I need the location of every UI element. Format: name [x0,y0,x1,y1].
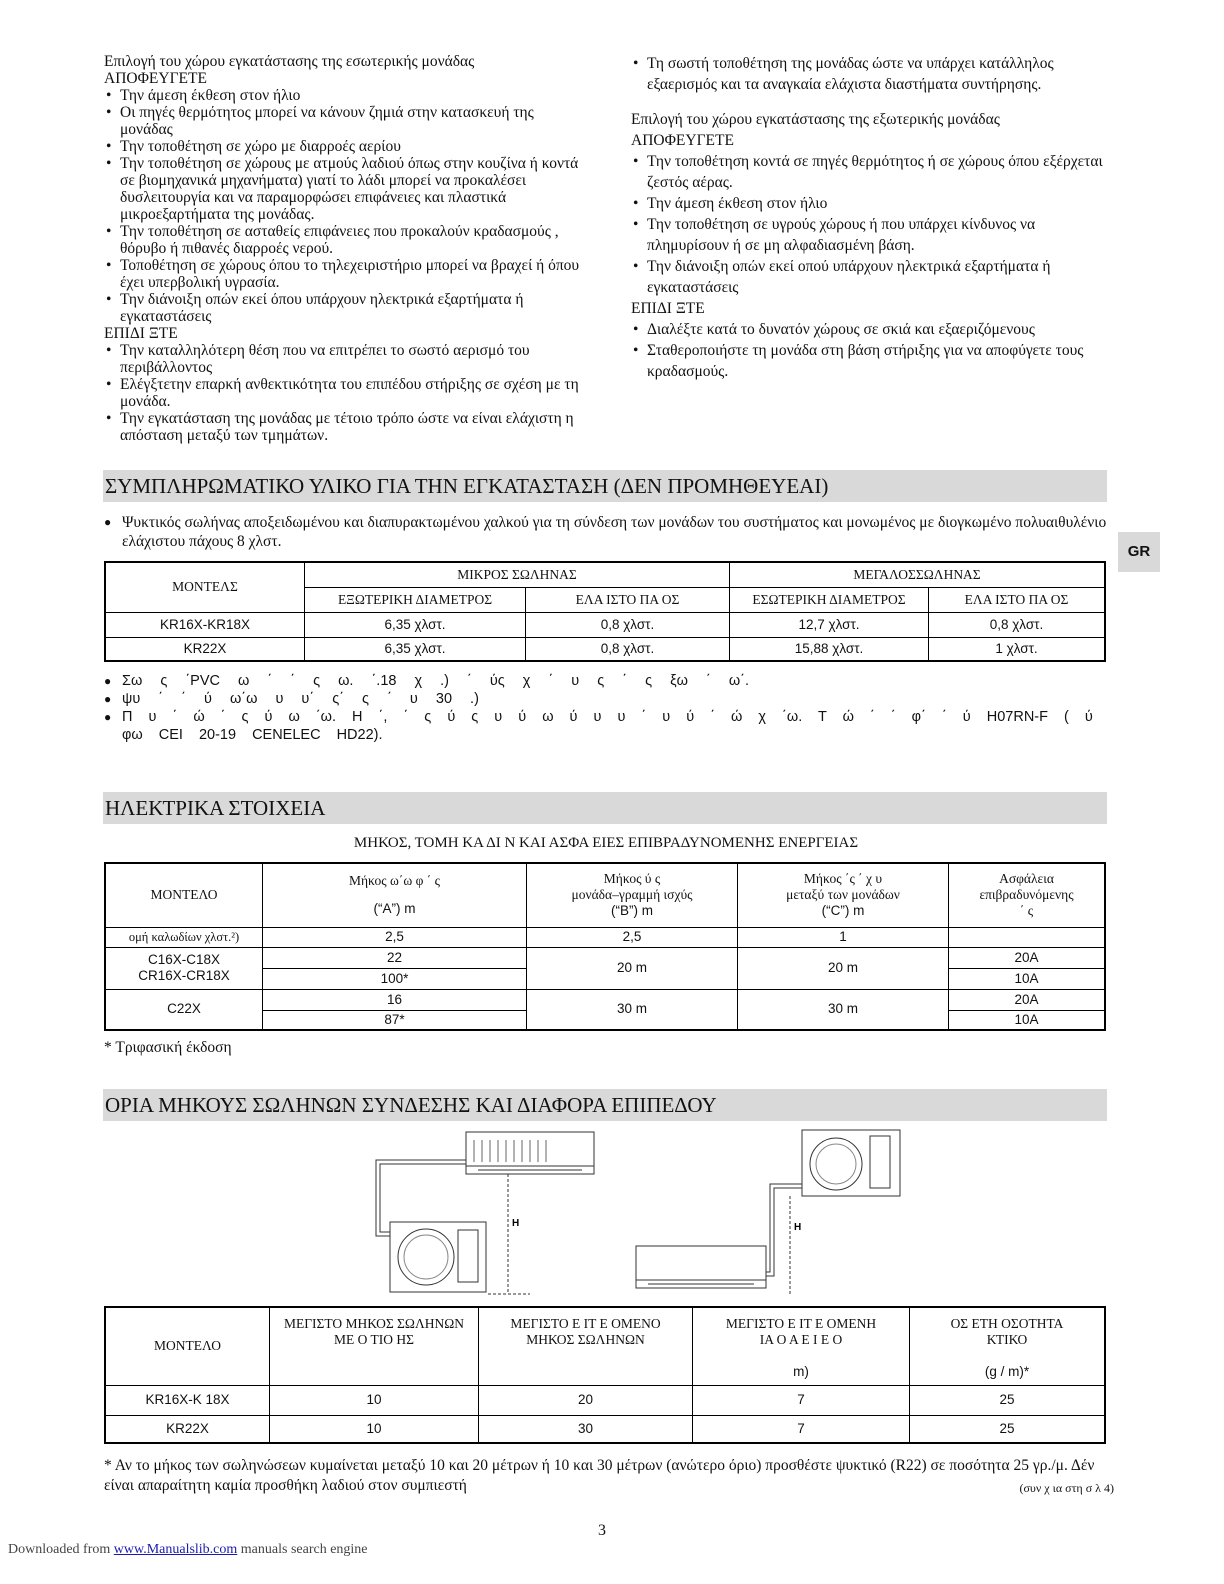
table-header [693,1307,910,1385]
table-header: ΜΕΓΑΛΟΣΣΩΛΗΝΑΣ [730,562,1106,587]
outdoor-avoid-list [631,151,1111,298]
table-cell: 6,35 χλστ. [305,612,526,637]
pipe-limits-table [104,1306,1106,1444]
table-header: ΜΟΝΤΕΛΟ [105,1307,270,1385]
table-cell: C22X [105,989,263,1030]
indoor-unit-icon [466,1132,594,1174]
section-header-electrical [103,792,1107,824]
list-item: • Την διάνοιξη οπών εκεί όπου υπάρχουν ηλεκτρικά εξαρτήματα ή εγκαταστάσεις [104,291,584,325]
footer-prefix: Downloaded from [8,1542,111,1557]
table-cell: 2,5 [527,927,738,947]
outdoor-heading: Επιλογή του χώρου εγκατάστασης της εξωτερικής μονάδας [631,111,1000,128]
electrical-footnote: * Τριφασική έκδοση [104,1039,232,1056]
table-header [479,1307,693,1385]
list-item: • Την διάνοιξη οπών εκεί οπού υπάρχουν ηλεκτρικά εξαρτήματα ή εγκαταστάσεις [631,256,1111,298]
list-item: • Ελέγξτετην επαρκή ανθεκτικότητα του επιπέδου στήριξης σε σχέση με τη μονάδα. [104,376,584,410]
section-title: ΣΥΜΠΛΗΡΩΜΑΤΙΚΟ ΥΛΙΚΟ ΓΙΑ ΤΗΝ ΕΓΚΑΤΑΣΤΑΣΗ (ΔΕΝ ΠΡΟΜΗΘΕΥΕΑΙ) [105,474,829,498]
section-header-materials [103,470,1107,502]
outdoor-unit-icon [802,1130,900,1196]
table-header [738,863,949,927]
table-cell: 1 χλστ. [929,637,1106,661]
table-cell: ομή καλωδίων χλστ.²) [105,927,263,947]
header-line: ΄ ς [1019,903,1034,919]
table-cell: 15,88 χλστ. [730,637,929,661]
table-cell [949,927,1106,947]
list-item: • Την τοποθέτηση σε χώρο με διαρροές αερίου [104,138,584,155]
pipe-limits-footnote [104,1456,1120,1498]
outdoor-unit-icon [390,1222,486,1292]
list-item: ● Ψυκτικός σωλήνας αποξειδωμένου και διαπυρακτωμένου χαλκού για τη σύνδεση των μονάδων του συστήματος και μονωμένος με διογκωμένο πολυαιθυλένιο ελάχιστου πάχους 8 χλστ. [104,513,1116,551]
language-tab: GR [1118,532,1160,572]
table-header: ΜΙΚΡΟΣ ΣΩΛΗΝΑΣ [305,562,730,587]
materials-intro [104,513,1116,551]
header-line: επιβραδυνόμενης [979,887,1074,903]
table-header [949,863,1106,927]
table-cell: 30 m [738,989,949,1030]
list-item: • Οι πηγές θερμότητος μπορεί να κάνουν ζημιά στην κατασκευή της μονάδας [104,104,584,138]
table-cell: 20 [479,1385,693,1415]
table-header [263,863,527,927]
header-line: ΙΑ Ο Α Ε Ι Ε Ο [759,1332,843,1347]
right-column [631,53,1111,382]
model-line: CR16X-CR18X [138,968,230,983]
indoor-choose-label: ΕΠΙΔΙ ΞΤΕ [104,325,178,342]
table-cell: 30 m [527,989,738,1030]
indoor-unit-icon [636,1246,766,1288]
list-item: • Την άμεση έκθεση στον ήλιο [104,87,584,104]
table-cell: 0,8 χλστ. [929,612,1106,637]
table-cell: 87* [263,1010,527,1030]
list-item: • Την άμεση έκθεση στον ήλιο [631,193,1111,214]
table-cell: 22 [263,947,527,968]
table-header: ΜΟΝΤΕΛΟ [105,863,263,927]
continued-text: Τη σωστή τοποθέτηση της μονάδας ώστε να υπάρχει κατάλληλος εξαερισμός και τα αναγκαία ελάχιστα διαστήματα συντήρησης. [647,55,1054,93]
table-header: ΕΣΩΤΕΡΙΚΗ ΔΙΑΜΕΤΡΟΣ [730,587,929,612]
table-row [105,612,1105,637]
list-item: • Τοποθέτηση σε χώρους όπου το τηλεχειριστήριο μπορεί να βραχεί ή όπου έχει υπερβολική υγρασία. [104,257,584,291]
table-cell: 30 [479,1415,693,1443]
table-cell: KR22X [105,1415,270,1443]
header-line: μονάδα–γραμμή ισχύς [571,887,693,903]
list-item: • Την καταλληλότερη θέση που να επιτρέπει το σωστό αερισμό του περιβάλλοντος [104,342,584,376]
table-cell: KR16X-K 18X [105,1385,270,1415]
list-item: • Διαλέξτε κατά το δυνατόν χώρους σε σκιά και εξαεριζόμενους [631,319,1111,340]
list-item: ● Π υ ΄ ώ ΄ ς ύ ω ΄ω. Η ΄, ΄ ς ύ ς υ ύ ω ύ υ υ ΄ υ ύ ΄ ώ χ ΄ω. Τ ώ ΄ ΄ φ΄ ΄ ύ H07RN-F ( ύ φω CEI 20-19 CENELEC HD22). [104,708,1108,744]
outdoor-avoid-label: ΑΠΟΦΕΥΓΕΤΕ [631,132,734,149]
table-cell: 20A [949,947,1106,968]
header-line: Μήκος ύ ς [603,871,661,887]
footer-suffix: manuals search engine [240,1542,368,1557]
download-footer [8,1542,368,1558]
table-cell: 10A [949,1010,1106,1030]
indoor-avoid-label: ΑΠΟΦΕΥΓΕΤΕ [104,70,207,87]
header-line: (“A”) m [373,901,416,917]
indoor-heading: Επιλογή του χώρου εγκατάστασης της εσωτερικής μονάδας [104,53,475,70]
electrical-subtitle: ΜΗΚΟΣ, ΤΟΜΗ ΚΑ ΔΙ Ν ΚΑΙ ΑΣΦΑ ΕΙΕΣ ΕΠΙΒΡΑΔΥΝΟΜΕΝΗΣ ΕΝΕΡΓΕΙΑΣ [353,835,859,851]
table-header: ΕΛΑ ΙΣΤΟ ΠΑ ΟΣ [526,587,730,612]
table-cell: 0,8 χλστ. [526,637,730,661]
section-header-pipe-limits [103,1089,1107,1121]
materials-notes [104,672,1108,744]
page-number: 3 [598,1522,606,1539]
section-title: ΗΛΕΚΤΡΙΚΑ ΣΤΟΙΧΕΙΑ [105,796,326,820]
table-row [105,637,1105,661]
section-title: ΟΡΙΑ ΜΗΚΟΥΣ ΣΩΛΗΝΩΝ ΣΥΝΔΕΣΗΣ ΚΑΙ ΔΙΑΦΟΡΑ ΕΠΙΠΕΔΟΥ [105,1093,717,1117]
table-cell: 1 [738,927,949,947]
manualslib-link[interactable]: www.Manualslib.com [113,1542,238,1557]
table-row [105,927,1105,947]
list-item: ● Σω ς ΄PVC ω ΄ ΄ ς ω. ΄.18 χ .) ΄ ύς χ ΄ υ ς ΄ ς ξω ΄ ω΄. [104,672,1108,690]
header-line: (“B”) m [611,903,653,919]
list-item [631,53,1111,95]
indoor-choose-list [104,342,584,444]
footnote-text: * Αν το μήκος των σωληνώσεων κυμαίνεται μεταξύ 10 και 20 μέτρων ή 10 και 30 μέτρων (ανώτερο όριο) προσθέστε ψυκτικό (R22) σε ποσότητα 25 γρ./μ. Δέν είναι απαραίτητη καμία προσθήκη λαδιού στον συμπιεστή [104,1457,1095,1494]
table-cell: 25 [910,1415,1106,1443]
indoor-column [104,53,584,444]
table-header [527,863,738,927]
model-line: C16X-C18X [147,952,221,967]
table-row [105,1415,1105,1443]
header-line: ΟΣ ΕΤΗ ΟΣΟΤΗΤΑ [950,1316,1064,1331]
header-line: ΜΗΚΟΣ ΣΩΛΗΝΩΝ [526,1332,645,1347]
table-cell: 0,8 χλστ. [526,612,730,637]
height-label: H [794,1222,802,1233]
indoor-choose-list-cont [631,53,1111,95]
table-header: ΕΛΑ ΙΣΤΟ ΠΑ ΟΣ [929,587,1106,612]
table-header: ΜΟΝΤΕΛΣ [105,562,305,612]
table-cell: 20A [949,989,1106,1010]
table-cell: 25 [910,1385,1106,1415]
table-cell: 20 m [738,947,949,989]
outdoor-choose-label: ΕΠΙΔΙ ΞΤΕ [631,300,705,317]
header-line: ΜΕ Ο ΤΙΟ ΗΣ [334,1332,414,1347]
table-row [105,1385,1105,1415]
table-row [105,947,1105,968]
header-line: (“C”) m [821,903,865,919]
table-header: ΕΞΩΤΕΡΙΚΗ ΔΙΑΜΕΤΡΟΣ [305,587,526,612]
list-item: • Σταθεροποιήστε τη μονάδα στη βάση στήριξης για να αποφύγετε τους κραδασμούς. [631,340,1111,382]
header-line: m) [793,1364,809,1379]
table-header [270,1307,479,1385]
header-line: ΚΤΙΚΟ [986,1332,1028,1347]
header-line: μεταξύ των μονάδων [786,887,900,903]
indoor-avoid-list [104,87,584,325]
electrical-table [104,862,1106,1031]
table-cell [105,947,263,989]
list-item: ● ψυ ΄ ΄ ύ ω΄ω υ υ΄ ς΄ ς ΄ υ 30 .) [104,690,1108,708]
table-cell: 10 [270,1385,479,1415]
table-cell: 20 m [527,947,738,989]
pipe-table [104,561,1106,662]
table-cell: 7 [693,1385,910,1415]
footnote-reference: (συν χ ια στη σ λ 4) [1019,1481,1114,1495]
list-item: • Την εγκατάσταση της μονάδας με τέτοιο τρόπο ώστε να είναι ελάχιστη η απόσταση μεταξύ των τμημάτων. [104,410,584,444]
table-cell: 6,35 χλστ. [305,637,526,661]
table-header [910,1307,1106,1385]
header-line: ΜΕΓΙΣΤΟ Ε ΙΤ Ε ΟΜΕΝΟ [510,1316,661,1331]
table-cell: 2,5 [263,927,527,947]
header-line: (g / m)* [984,1364,1030,1379]
header-line: ΜΕΓΙΣΤΟ ΜΗΚΟΣ ΣΩΛΗΝΩΝ [283,1316,465,1331]
table-cell: 16 [263,989,527,1010]
header-line: Ασφάλεια [999,871,1054,887]
table-cell: 10 [270,1415,479,1443]
table-cell: KR16X-KR18X [105,612,305,637]
height-label: H [512,1218,520,1229]
list-item: • Την τοποθέτηση σε υγρούς χώρους ή που υπάρχει κίνδυνος να πλημυρίσουν ή σε μη αλφαδιασμένη βάση. [631,214,1111,256]
table-cell: 10A [949,968,1106,989]
list-item: • Την τοποθέτηση σε ασταθείς επιφάνειες που προκαλούν κραδασμούς , θόρυβο ή πιθανές διαρροές νερού. [104,223,584,257]
table-cell: 100* [263,968,527,989]
outdoor-choose-list [631,319,1111,382]
header-line: ΜΕΓΙΣΤΟ Ε ΙΤ Ε ΟΜΕΝΗ [725,1316,877,1331]
installation-diagram [370,1126,920,1302]
header-line: Μήκος ω΄ω φ ΄ ς [348,873,441,889]
list-item: • Την τοποθέτηση κοντά σε πηγές θερμότητος ή σε χώρους όπου εξέρχεται ζεστός αέρας. [631,151,1111,193]
header-line: Μήκος ΄ς ΄ χ υ [803,871,883,887]
table-row [105,989,1105,1010]
list-item: • Την τοποθέτηση σε χώρους με ατμούς λαδιού όπως στην κουζίνα ή κοντά σε βιομηχανικά μηχανήματα) γιατί το λάδι μπορεί να προκαλέσει δυσλειτουργία και να παραμορφώσει επιφάνειες και πλαστικά μικροεξαρτήματα της μονάδας. [104,155,584,223]
table-cell: KR22X [105,637,305,661]
table-cell: 7 [693,1415,910,1443]
table-cell: 12,7 χλστ. [730,612,929,637]
